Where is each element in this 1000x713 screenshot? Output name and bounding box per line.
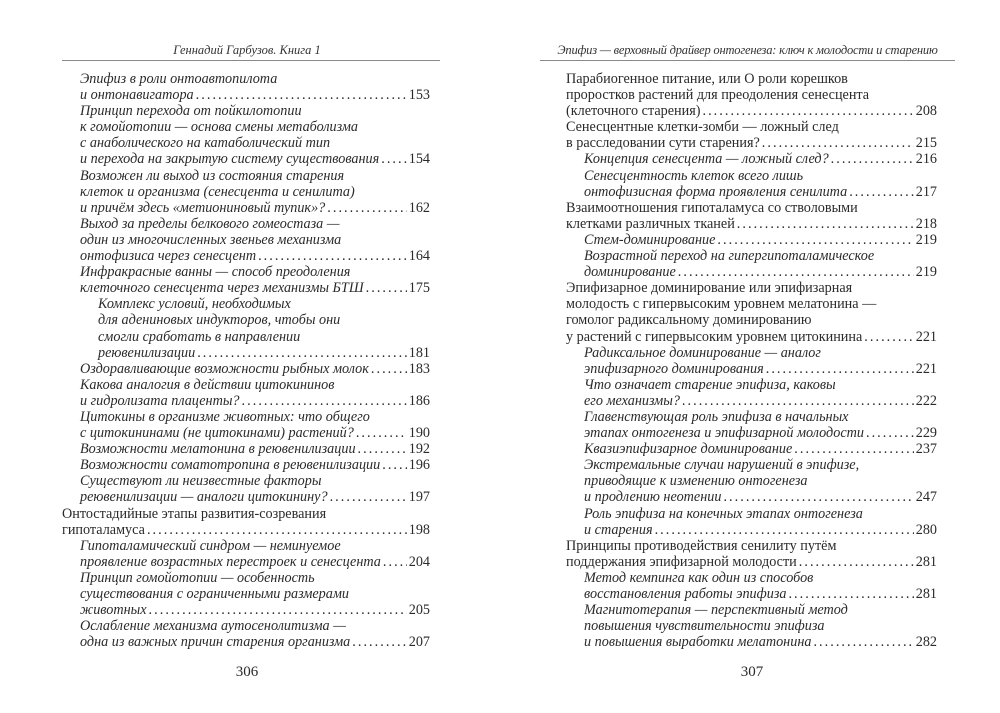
toc-entry[interactable]	[566, 280, 937, 344]
toc-entry-line: повышения чувствительности эпифиза	[584, 618, 825, 635]
toc-entry-line	[62, 151, 430, 167]
toc-entry-line	[62, 87, 430, 103]
toc-entry-line	[62, 248, 430, 264]
dot-leader	[794, 441, 913, 457]
toc-page-number: 162	[408, 199, 430, 216]
toc-page-number: 196	[408, 457, 430, 474]
toc-entry-line: смогли сработать в направлении	[98, 328, 301, 345]
toc-page-number: 175	[408, 280, 430, 297]
right-page	[500, 0, 1000, 713]
toc-entry-title: и причём здесь «метиониновый тупик»?	[80, 199, 326, 216]
toc-page-number: 229	[915, 425, 937, 442]
toc-entry-line: Экстремальные случаи нарушений в эпифизе,	[584, 457, 860, 474]
toc-entry[interactable]	[566, 441, 937, 457]
dot-leader	[788, 586, 913, 602]
toc-entry-line: Гипоталамический синдром — неминуемое	[80, 537, 341, 554]
toc-entry-title: одна из важных причин старения организма	[80, 634, 351, 651]
toc-page-number: 154	[408, 151, 430, 168]
toc-entry[interactable]	[62, 216, 430, 264]
running-header: Эпифиз — верховный драйвер онтогенеза: ключ к молодости и старению	[557, 43, 938, 57]
toc-entry-line: Роль эпифиза на конечных этапах онтогенеза	[584, 505, 863, 522]
toc-page-number: 281	[915, 553, 937, 570]
toc-list	[62, 71, 430, 650]
toc-entry-line: существования с ограниченными размерами	[80, 586, 350, 602]
toc-entry-line: Возможен ли выход из состояния старения	[80, 167, 345, 184]
toc-entry-line	[62, 457, 430, 473]
toc-entry-line: приводящие к изменению онтогенеза	[584, 473, 808, 490]
dot-leader	[831, 151, 914, 167]
toc-entry-title: в расследовании сути старения?	[566, 135, 760, 152]
toc-entry[interactable]	[566, 200, 937, 232]
toc-entry-line	[566, 232, 937, 248]
toc-list	[566, 71, 937, 650]
toc-entry[interactable]	[62, 103, 430, 167]
header-rule	[540, 60, 955, 61]
toc-entry-line: Принципы противодействия сенилиту путём	[566, 537, 837, 554]
toc-entry-line: Выход за пределы белкового гомеостаза —	[80, 215, 340, 232]
toc-entry-line: проростков растений для преодоления сенесцента	[566, 87, 870, 104]
toc-entry-line	[566, 634, 937, 650]
toc-entry[interactable]	[566, 409, 937, 441]
toc-page-number: 215	[915, 135, 937, 152]
toc-entry[interactable]	[566, 151, 937, 167]
toc-entry-title: этапах онтогенеза и эпифизарной молодости	[584, 425, 864, 442]
toc-entry[interactable]	[62, 361, 430, 377]
dot-leader	[197, 345, 407, 361]
toc-entry[interactable]	[566, 570, 937, 602]
header-rule	[62, 60, 440, 61]
toc-entry[interactable]	[62, 506, 430, 538]
toc-entry-line: Цитокины в организме животных: что общего	[80, 408, 370, 425]
dot-leader	[864, 329, 913, 345]
toc-page-number: 153	[408, 87, 430, 104]
dot-leader	[678, 264, 914, 280]
toc-page-number: 221	[915, 360, 937, 377]
toc-page-number: 205	[408, 602, 430, 619]
toc-entry-line: Какова аналогия в действии цитокининов	[80, 376, 335, 393]
dot-leader	[352, 634, 406, 650]
toc-entry-line	[566, 216, 937, 232]
dot-leader	[147, 522, 407, 538]
toc-entry-title: доминирование	[584, 264, 676, 281]
running-header: Геннадий Гарбузов. Книга 1	[173, 43, 321, 57]
toc-entry-line: Магнитотерапия — перспективный метод	[584, 602, 848, 619]
toc-entry-line: один из многочисленных звеньев механизма	[80, 231, 342, 248]
toc-entry-line	[62, 393, 430, 409]
toc-page-number: 181	[408, 344, 430, 361]
toc-entry-title: поддержания эпифизарной молодости	[566, 553, 797, 570]
toc-entry[interactable]	[62, 538, 430, 570]
toc-entry-line: Эпифиз в роли онтоавтопилота	[80, 71, 278, 87]
toc-page-number: 280	[915, 521, 937, 538]
toc-entry-title: и старения	[584, 521, 653, 538]
toc-page-number: 186	[408, 392, 430, 409]
toc-entry[interactable]	[62, 71, 430, 103]
toc-entry-title: Возможности мелатонина в реювенилизации	[80, 441, 356, 458]
toc-entry[interactable]	[566, 71, 937, 119]
toc-entry-title: клетками различных тканей	[566, 215, 735, 232]
toc-entry[interactable]	[62, 473, 430, 505]
toc-entry-title: гипоталамуса	[62, 521, 145, 538]
toc-entry-line: гомолог радиксальному доминированию	[566, 312, 812, 329]
toc-page-number: 204	[408, 553, 430, 570]
toc-entry-title: Концепция сенесцента — ложный след?	[584, 151, 829, 168]
toc-entry-title: (клеточного старения)	[566, 103, 701, 120]
toc-entry-line	[62, 489, 430, 505]
dot-leader	[866, 425, 914, 441]
toc-entry-title: и повышения выработки мелатонина	[584, 634, 812, 651]
toc-entry-line: с анаболического на катаболический тип	[80, 135, 331, 152]
dot-leader	[766, 361, 914, 377]
toc-entry[interactable]	[566, 377, 937, 409]
toc-entry-line	[62, 361, 430, 377]
toc-page-number: 217	[915, 183, 937, 200]
toc-entry-line: Онтостадийные этапы развития-созревания	[62, 505, 327, 522]
toc-page-number: 237	[915, 441, 937, 458]
toc-entry-line	[62, 554, 430, 570]
toc-entry-line	[566, 586, 937, 602]
toc-entry-line: Эпифизарное доминирование или эпифизарная	[566, 280, 853, 297]
toc-entry-line	[62, 280, 430, 296]
dot-leader	[737, 216, 914, 232]
toc-page-number: 218	[915, 215, 937, 232]
toc-entry-title: животных	[80, 602, 147, 619]
dot-leader	[358, 441, 407, 457]
toc-page-number: 198	[408, 521, 430, 538]
toc-entry-line: Принцип перехода от пойкилотопии	[80, 103, 302, 120]
toc-entry-line: к гомойотопии — основа смены метаболизма	[80, 119, 358, 136]
toc-entry-line	[62, 345, 430, 361]
toc-entry-title: Стем-доминирование	[584, 231, 716, 248]
toc-entry-line: Метод кемпинга как один из способов	[584, 569, 814, 586]
toc-entry-title: у растений с гипервысоким уровнем цитокинина	[566, 328, 863, 345]
toc-entry-line: Существуют ли неизвестные факторы	[80, 473, 322, 490]
toc-entry-title: реювенилизации — аналоги цитокинину?	[80, 489, 328, 506]
toc-entry-title: и гидролизата плаценты?	[80, 392, 240, 409]
toc-entry[interactable]	[62, 409, 430, 441]
toc-page-number: 208	[915, 103, 937, 120]
toc-entry[interactable]	[566, 232, 937, 248]
dot-leader	[723, 489, 913, 505]
toc-entry-line	[62, 200, 430, 216]
toc-entry-line	[566, 184, 937, 200]
toc-entry-title: восстановления работы эпифиза	[584, 586, 787, 602]
toc-page-number: 164	[408, 248, 430, 265]
dot-leader	[356, 425, 407, 441]
toc-entry-line	[566, 361, 937, 377]
toc-entry[interactable]	[566, 119, 937, 151]
toc-entry-title: онтофизиса через сенесцент	[80, 248, 257, 265]
toc-page-number: 183	[408, 360, 430, 377]
toc-entry-line	[566, 489, 937, 505]
toc-entry-line	[566, 441, 937, 457]
toc-entry-line	[566, 135, 937, 151]
dot-leader	[381, 151, 406, 167]
toc-entry[interactable]	[62, 264, 430, 296]
toc-entry[interactable]	[566, 248, 937, 280]
toc-entry-line	[566, 329, 937, 345]
toc-entry[interactable]	[566, 506, 937, 538]
toc-entry-line	[566, 151, 937, 167]
dot-leader	[258, 248, 407, 264]
toc-entry-line: Сенесцентность клеток всего лишь	[584, 167, 804, 184]
toc-entry-line: Принцип гомойотопии — особенность	[80, 569, 315, 586]
dot-leader	[702, 103, 913, 119]
toc-page-number: 216	[915, 151, 937, 168]
toc-entry-line: Парабиогенное питание, или О роли корешков	[566, 71, 848, 87]
toc-entry-line: Что означает старение эпифиза, каковы	[584, 376, 836, 393]
toc-page-number: 192	[408, 441, 430, 458]
dot-leader	[242, 393, 407, 409]
toc-entry[interactable]	[62, 377, 430, 409]
dot-leader	[371, 361, 407, 377]
toc-entry-title: Оздоравливающие возможности рыбных молок	[80, 360, 369, 377]
toc-entry[interactable]	[566, 168, 937, 200]
toc-entry-line	[566, 425, 937, 441]
toc-entry-title: его механизмы?	[584, 392, 680, 409]
toc-entry-line	[566, 264, 937, 280]
toc-entry-title: онтофизисная форма проявления сенилита	[584, 183, 848, 200]
toc-entry[interactable]	[62, 296, 430, 360]
toc-entry-line	[566, 554, 937, 570]
toc-entry-line	[62, 441, 430, 457]
dot-leader	[149, 602, 407, 618]
toc-entry-line	[566, 103, 937, 119]
toc-page-number: 221	[915, 328, 937, 345]
page-number: 307	[740, 664, 764, 680]
dot-leader	[327, 200, 406, 216]
toc-page-number: 222	[915, 392, 937, 409]
toc-entry-line	[566, 522, 937, 538]
toc-entry-line: Сенесцентные клетки-зомби — ложный след	[566, 119, 839, 136]
dot-leader	[196, 87, 407, 103]
toc-entry-line	[566, 393, 937, 409]
dot-leader	[849, 184, 914, 200]
toc-entry-title: проявление возрастных перестроек и сенесцента	[80, 553, 381, 570]
toc-entry-line: Ослабление механизма аутосенолитизма —	[80, 618, 346, 635]
toc-entry-title: и перехода на закрытую систему существования	[80, 151, 380, 168]
dot-leader	[762, 135, 914, 151]
toc-entry-line: Радиксальное доминирование — аналог	[584, 344, 821, 361]
toc-entry-title: клеточного сенесцента через механизмы БТШ	[80, 280, 364, 297]
toc-entry-line	[62, 522, 430, 538]
toc-entry-title: Возможности соматотропина в реювенилизации	[80, 457, 381, 474]
dot-leader	[717, 232, 913, 248]
toc-page-number: 219	[915, 264, 937, 281]
page-number: 306	[235, 664, 259, 680]
toc-page-number: 190	[408, 425, 430, 442]
toc-entry[interactable]	[62, 570, 430, 618]
toc-entry[interactable]	[62, 618, 430, 650]
toc-entry-title: с цитокининами (не цитокинами) растений?	[80, 425, 354, 442]
toc-page-number: 219	[915, 231, 937, 248]
toc-entry-line	[62, 634, 430, 650]
toc-entry-line: для адениновых индукторов, чтобы они	[98, 312, 341, 329]
toc-entry[interactable]	[566, 602, 937, 650]
dot-leader	[655, 522, 914, 538]
toc-entry-line	[62, 425, 430, 441]
dot-leader	[813, 634, 913, 650]
toc-entry-title: Квазиэпифизарное доминирование	[584, 441, 793, 458]
toc-page-number: 207	[408, 634, 430, 651]
toc-entry-title: эпифизарного доминирования	[584, 360, 764, 377]
toc-entry-line: Возрастной переход на гипергипоталамическое	[584, 248, 875, 265]
dot-leader	[799, 554, 914, 570]
toc-entry[interactable]	[62, 168, 430, 216]
toc-page-number: 281	[915, 586, 937, 602]
dot-leader	[682, 393, 914, 409]
toc-entry[interactable]	[62, 441, 430, 457]
toc-entry-line: молодость с гипервысоким уровнем мелатонина —	[566, 296, 877, 313]
toc-entry[interactable]	[566, 345, 937, 377]
dot-leader	[382, 457, 406, 473]
toc-entry-title: и онтонавигатора	[80, 87, 194, 104]
toc-entry-line: Комплекс условий, необходимых	[98, 296, 291, 313]
toc-entry-line: клеток и организма (сенесцента и сенилита)	[80, 183, 355, 200]
toc-entry-line: Инфракрасные ванны — способ преодоления	[80, 264, 351, 281]
toc-entry[interactable]	[62, 457, 430, 473]
dot-leader	[366, 280, 407, 296]
dot-leader	[383, 554, 407, 570]
toc-page-number: 197	[408, 489, 430, 506]
toc-entry-line: Взаимоотношения гипоталамуса со стволовыми	[566, 199, 858, 216]
dot-leader	[330, 489, 407, 505]
toc-entry-title: и продлению неотении	[584, 489, 722, 506]
toc-entry-line	[62, 602, 430, 618]
toc-entry-line: Главенствующая роль эпифиза в начальных	[584, 408, 849, 425]
toc-page-number: 282	[915, 634, 937, 651]
toc-entry[interactable]	[566, 457, 937, 505]
toc-page-number: 247	[915, 489, 937, 506]
toc-entry-title: реювенилизации	[98, 344, 196, 361]
toc-entry[interactable]	[566, 538, 937, 570]
